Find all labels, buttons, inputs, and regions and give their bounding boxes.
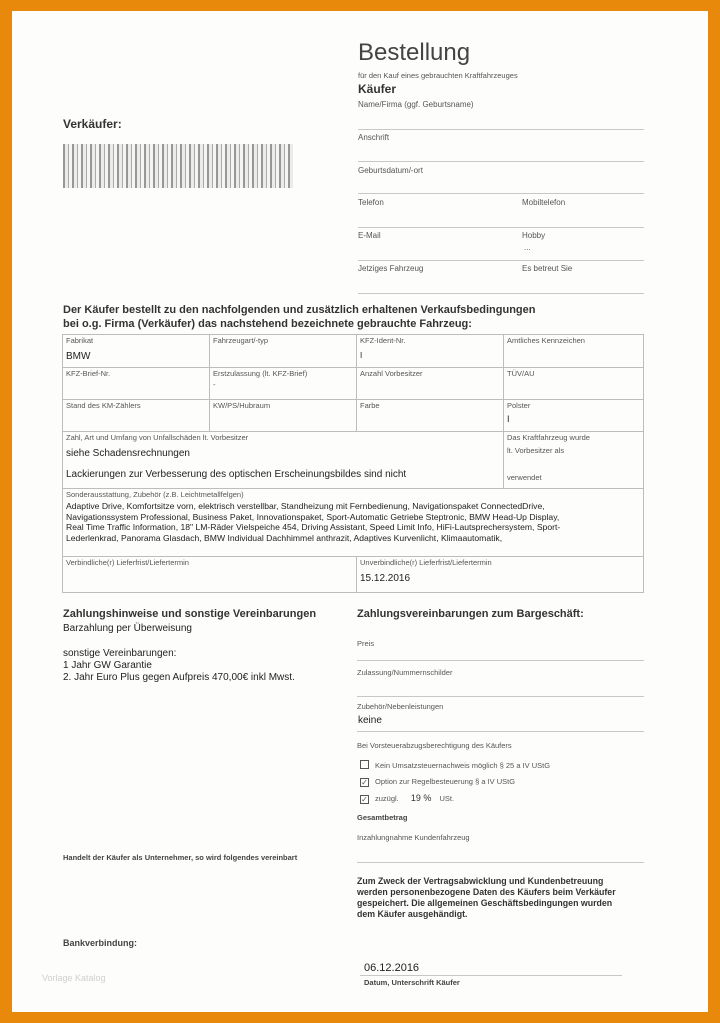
intro-line-1: Der Käufer bestellt zu den nachfolgenden und zusätzlich erhaltenen Verkaufsbedingungen	[63, 304, 536, 316]
equipment-label: Sonderausstattung, Zubehör (z.B. Leichtmetallfelgen)	[66, 490, 244, 499]
km-label: Stand des KM-Zählers	[66, 401, 141, 410]
privacy-line: gespeichert. Die allgemeinen Geschäftsbedingungen wurden	[357, 898, 613, 908]
equipment-line: Lederlenkrad, Panorama Glasdach, BMW Individual Dachhimmel anthrazit, Adaptives Kurvenlicht, Klimaautomatik,	[66, 532, 503, 543]
tradein-line[interactable]	[357, 862, 644, 863]
buyer-vehicle-label: Jetziges Fahrzeug	[358, 264, 424, 273]
usage-label-2: lt. Vorbesitzer als	[507, 446, 565, 455]
payment-notes-line-3: 1 Jahr GW Garantie	[63, 660, 152, 671]
form-title: Bestellung	[358, 39, 471, 66]
seller-label: Verkäufer:	[63, 117, 122, 131]
seller-address-redacted	[63, 144, 293, 188]
buyer-email-label: E-Mail	[358, 231, 381, 240]
buyer-address-line[interactable]	[358, 161, 644, 162]
tax-option-vat[interactable]	[360, 793, 454, 804]
equipment-line: Navigationssystem Professional, Business Paket, Innovationspaket, Sport-Automatic Getriebe Steptronic, BMW Head-Up Display,	[66, 511, 560, 522]
cell-power[interactable]	[210, 400, 357, 432]
reg-label: Erstzulassung (lt. KFZ-Brief)	[213, 369, 308, 378]
tax-option-none-label: Kein Umsatzsteuernachweis möglich § 25 a IV UStG	[375, 761, 551, 770]
damage-label: Zahl, Art und Umfang von Unfallschäden lt. Vorbesitzer	[66, 433, 249, 442]
cell-tuv[interactable]	[504, 368, 644, 400]
buyer-birth-line[interactable]	[358, 193, 644, 194]
privacy-line: Zum Zweck der Vertragsabwicklung und Kundenbetreuung	[357, 876, 604, 886]
order-form-page	[12, 11, 708, 1012]
buyer-phone-line[interactable]	[358, 227, 644, 228]
price-label: Preis	[357, 639, 375, 648]
checkbox-unchecked-icon[interactable]	[360, 760, 369, 769]
vat-suffix: USt.	[439, 794, 455, 803]
vin-label: KFZ-Ident-Nr.	[360, 336, 406, 345]
cell-nonbinding-delivery[interactable]	[357, 557, 644, 593]
cell-binding-delivery[interactable]	[63, 557, 357, 593]
color-label: Farbe	[360, 401, 380, 410]
tax-option-regular[interactable]	[360, 777, 515, 787]
form-subtitle: für den Kauf eines gebrauchten Kraftfahrzeuges	[358, 71, 518, 80]
payment-notes-line-2: sonstige Vereinbarungen:	[63, 648, 177, 659]
cell-vin[interactable]	[357, 335, 504, 368]
payment-notes-heading: Zahlungshinweise und sonstige Vereinbarungen	[63, 608, 317, 620]
buyer-vehicle-line[interactable]	[358, 293, 644, 294]
tax-option-regular-label: Option zur Regelbesteuerung § a IV UStG	[375, 777, 516, 786]
bank-label: Bankverbindung:	[63, 938, 138, 948]
make-value: BMW	[66, 351, 91, 362]
cell-km[interactable]	[63, 400, 210, 432]
binding-delivery-label: Verbindliche(r) Lieferfrist/Liefertermin	[66, 558, 189, 567]
registration-line[interactable]	[357, 696, 644, 697]
power-label: KW/PS/Hubraum	[213, 401, 271, 410]
vin-value: I	[360, 351, 363, 360]
privacy-note	[357, 876, 616, 920]
privacy-line: werden personenbezogene Daten des Käufers beim Verkäufer	[357, 887, 616, 897]
registration-label: Zulassung/Nummernschilder	[357, 668, 453, 677]
buyer-email-line[interactable]	[358, 260, 644, 261]
cell-owners[interactable]	[357, 368, 504, 400]
cell-usage[interactable]	[504, 432, 644, 489]
business-note: Handelt der Käufer als Unternehmer, so wird folgendes vereinbart	[63, 853, 298, 862]
accessories-label: Zubehör/Nebenleistungen	[357, 702, 444, 711]
buyer-hobby-label: Hobby	[522, 231, 546, 240]
total-label: Gesamtbetrag	[357, 813, 408, 822]
payment-notes-line-1: Barzahlung per Überweisung	[63, 623, 192, 634]
cell-make[interactable]	[63, 335, 210, 368]
upholstery-value: I	[507, 414, 510, 424]
vat-prefix: zuzügl.	[375, 794, 399, 803]
tax-option-none[interactable]	[360, 760, 550, 770]
payment-notes-line-4: 2. Jahr Euro Plus gegen Aufpreis 470,00€ inkl Mwst.	[63, 672, 295, 683]
buyer-name-label: Name/Firma (ggf. Geburtsname)	[358, 100, 474, 109]
nonbinding-delivery-label: Unverbindliche(r) Lieferfrist/Liefertermin	[360, 558, 492, 567]
tradein-label: Inzahlungnahme Kundenfahrzeug	[357, 833, 470, 842]
upholstery-label: Polster	[507, 401, 531, 410]
tuv-label: TÜV/AU	[507, 369, 535, 378]
equipment-line: Real Time Traffic Information, 18" LM-Räder Vielspeiche 454, Driving Assistant, Speed Limit Info, HiFi-Lautsprechersystem, Sport-	[66, 522, 561, 532]
buyer-hobby-value: ...	[524, 243, 531, 252]
signature-line[interactable]	[360, 975, 622, 976]
signature-label: Datum, Unterschrift Käufer	[364, 978, 460, 987]
cell-color[interactable]	[357, 400, 504, 432]
equipment-line: Adaptive Drive, Komfortsitze vorn, elektrisch verstellbar, Standheizung mit Fernbedienung, Navigationspaket ConnectedDrive,	[66, 501, 545, 511]
buyer-address-label: Anschrift	[358, 133, 390, 142]
usage-label-3: verwendet	[507, 473, 542, 482]
cell-doc[interactable]	[63, 368, 210, 400]
tax-heading: Bei Vorsteuerabzugsberechtigung des Käufers	[357, 741, 512, 750]
vehicle-table	[62, 334, 644, 593]
signature-date: 06.12.2016	[364, 962, 420, 974]
damage-line-2: Lackierungen zur Verbesserung des optischen Erscheinungsbildes sind nicht	[66, 469, 407, 480]
usage-label-1: Das Kraftfahrzeug wurde	[507, 433, 590, 442]
vat-rate: 19 %	[410, 793, 432, 803]
buyer-name-line[interactable]	[358, 129, 644, 130]
buyer-supervisor-label: Es betreut Sie	[522, 264, 573, 273]
privacy-line: dem Käufer ausgehändigt.	[357, 909, 468, 919]
make-label: Fabrikat	[66, 336, 94, 345]
reg-value: -	[213, 380, 216, 389]
cash-heading: Zahlungsvereinbarungen zum Bargeschäft:	[357, 608, 584, 620]
owners-label: Anzahl Vorbesitzer	[360, 369, 423, 378]
watermark: Vorlage Katalog	[42, 973, 106, 983]
checkbox-checked-icon[interactable]: ✓	[361, 778, 368, 787]
checkbox-checked-icon[interactable]: ✓	[361, 795, 368, 804]
buyer-mobile-label: Mobiltelefon	[522, 198, 566, 207]
cell-reg[interactable]	[210, 368, 357, 400]
intro-line-2: bei o.g. Firma (Verkäufer) das nachstehend bezeichnete gebrauchte Fahrzeug:	[63, 318, 472, 330]
cell-damage[interactable]	[63, 432, 504, 489]
accessories-line[interactable]	[357, 731, 644, 732]
doc-label: KFZ-Brief-Nr.	[66, 369, 111, 378]
buyer-phone-label: Telefon	[358, 198, 384, 207]
damage-line-1: siehe Schadensrechnungen	[66, 448, 190, 459]
plate-label: Amtliches Kennzeichen	[507, 336, 585, 345]
cell-upholstery[interactable]	[504, 400, 644, 432]
cell-equipment[interactable]	[63, 489, 644, 557]
buyer-birth-label: Geburtsdatum/-ort	[358, 166, 423, 175]
nonbinding-delivery-value: 15.12.2016	[360, 573, 411, 584]
buyer-heading: Käufer	[358, 82, 397, 96]
cell-type[interactable]	[210, 335, 357, 368]
price-line[interactable]	[357, 660, 644, 661]
cell-plate[interactable]	[504, 335, 644, 368]
type-label: Fahrzeugart/-typ	[213, 336, 269, 345]
accessories-value: keine	[358, 715, 382, 726]
